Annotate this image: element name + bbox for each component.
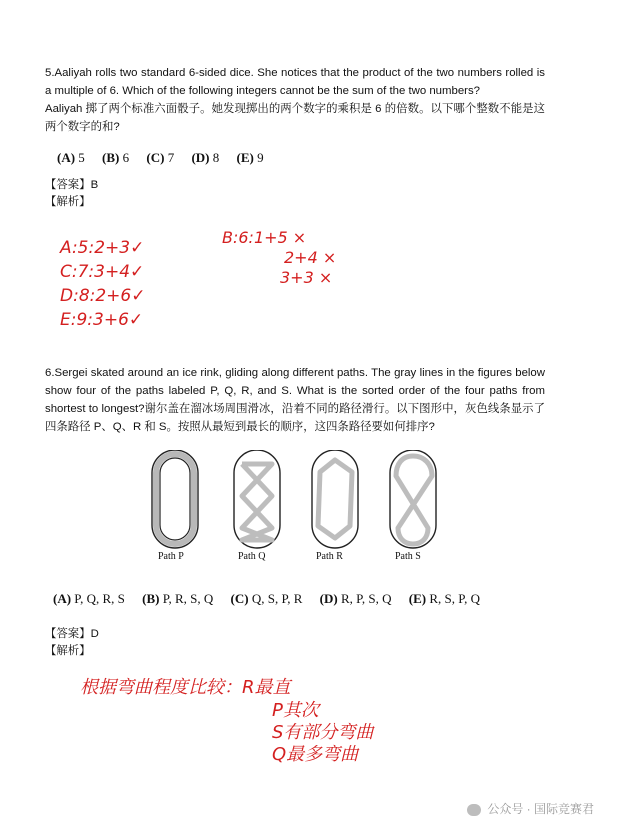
path-s-figure — [390, 450, 436, 548]
q6-choice-e: (E) R, S, P, Q — [408, 591, 480, 606]
q5-choice-c: (C) 7 — [146, 150, 175, 165]
q5-analysis-label: 【解析】 — [45, 196, 91, 208]
q5-handwritten-work-right: B:6:1+5 × 2+4 × 3+3 × — [222, 228, 337, 287]
q5-answer: 【答案】B — [45, 179, 99, 191]
path-r-label: Path R — [316, 551, 343, 562]
q6-path-figures — [150, 450, 440, 550]
path-s-label: Path S — [395, 551, 421, 562]
q6-choice-c: (C) Q, S, P, R — [230, 591, 303, 606]
q5-choice-a: (A) 5 — [57, 150, 85, 165]
q5-choice-d: (D) 8 — [191, 150, 220, 165]
q6-choice-d: (D) R, P, S, Q — [319, 591, 392, 606]
q5-choice-e: (E) 9 — [236, 150, 264, 165]
path-q-figure — [234, 450, 280, 548]
q5-choice-b: (B) 6 — [102, 150, 130, 165]
q5-handwritten-work-left: A:5:2+3✓ C:7:3+4✓ D:8:2+6✓ E:9:3+6✓ — [60, 238, 146, 330]
q5-question-en: 5.Aaliyah rolls two standard 6-sided dice. She notices that the product of the two numbers rolled is a multiple of 6. Which of the following integers cannot be the sum of the two numbers? — [45, 67, 545, 97]
q6-handwritten-notes: P其次 S有部分弯曲 Q最多弯曲 — [272, 700, 374, 765]
path-r-figure — [312, 450, 358, 548]
q6-choice-b: (B) P, R, S, Q — [142, 591, 214, 606]
q6-analysis-label: 【解析】 — [45, 645, 91, 657]
path-p-figure — [152, 450, 198, 548]
q6-choice-a: (A) P, Q, R, S — [53, 591, 125, 606]
path-p-label: Path P — [158, 551, 184, 562]
q5-choices — [57, 150, 278, 166]
q6-question: 6.Sergei skated around an ice rink, gliding along different paths. The gray lines in the figures below show four of the paths labeled P, Q, R, and S. What is the sorted order of the four paths from shortest to longest?谢尔盖在溜冰场周围滑冰，沿着不同的路径滑行。以下图形中，灰色线条显示了四条路径 P、Q、R 和 S。按照从最短到最长的顺序，这四条路径要如何排序? — [45, 367, 545, 433]
q6-answer: 【答案】D — [45, 628, 99, 640]
q6-handwritten-note-1: 根据弯曲程度比较：R最直 — [80, 677, 291, 698]
path-q-label: Path Q — [238, 551, 266, 562]
watermark: 公众号 · 国际竞赛君 — [467, 800, 594, 817]
q5-question-cn: Aaliyah 掷了两个标准六面骰子。她发现掷出的两个数字的乘积是 6 的倍数。以下哪个整数不能是这两个数字的和? — [45, 103, 545, 133]
wechat-icon — [467, 804, 481, 816]
q6-choices — [53, 591, 494, 607]
